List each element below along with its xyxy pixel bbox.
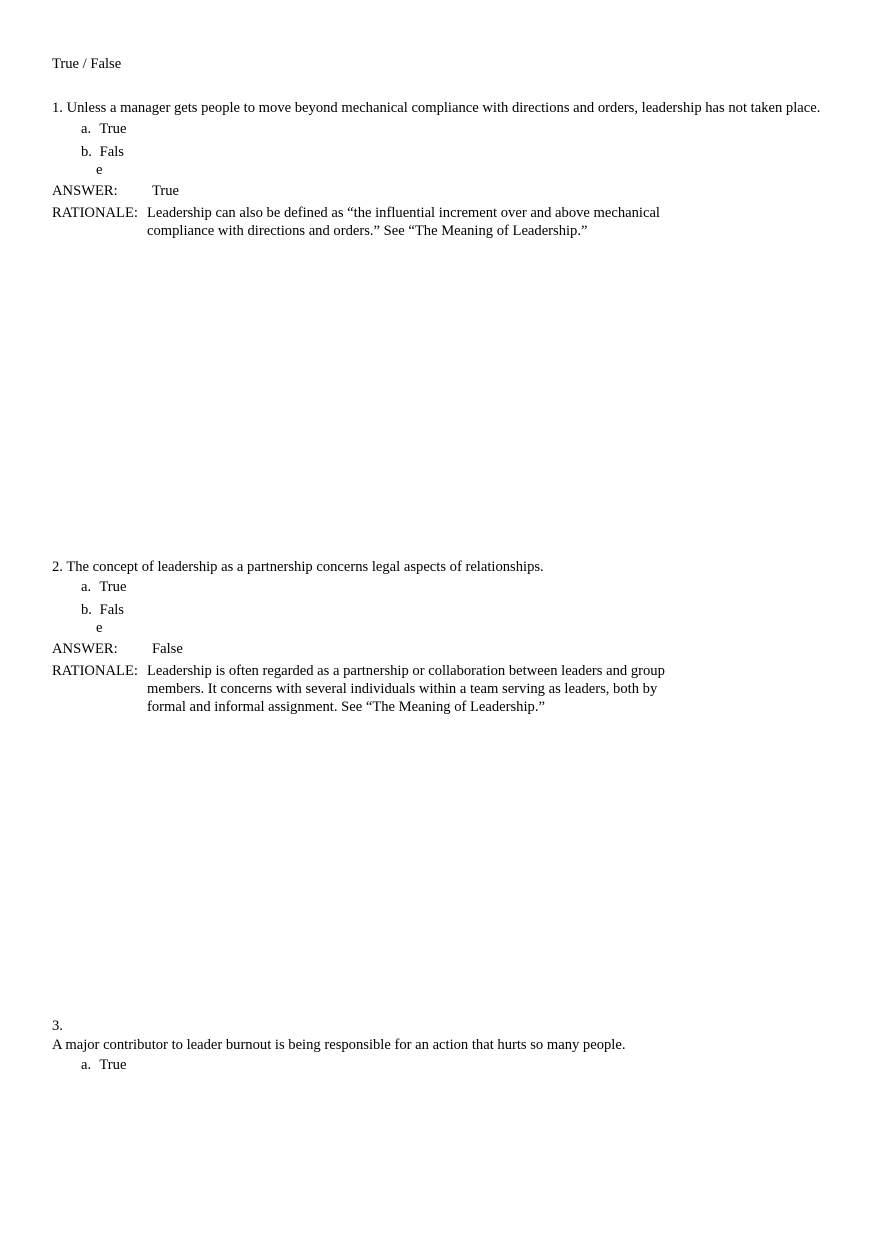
- option-b: [81, 601, 822, 619]
- option-a: [81, 578, 822, 596]
- answer-row: [52, 182, 822, 200]
- answer-label: ANSWER:: [52, 183, 118, 199]
- question-3: [52, 1017, 822, 1074]
- option-text: True: [99, 1057, 127, 1073]
- rationale-text: Leadership is often regarded as a partnership or collaboration between leaders and group members. It concerns with several individuals within a team serving as leaders, both by formal and informal assignment. See “The Meaning of Leadership.”: [147, 663, 665, 715]
- question-1: [52, 99, 822, 240]
- answer-value: True: [152, 183, 180, 199]
- option-b: [81, 143, 822, 161]
- rationale-label: RATIONALE:: [52, 205, 138, 221]
- question-number: 3.: [52, 1018, 63, 1034]
- option-b-wrap: [96, 161, 822, 179]
- option-letter: b.: [81, 144, 92, 160]
- option-letter: a.: [81, 1057, 92, 1073]
- question-2: [52, 558, 822, 716]
- question-prompt: A major contributor to leader burnout is being responsible for an action that hurts so many people.: [52, 1037, 626, 1053]
- section-title: True / False: [52, 56, 122, 72]
- option-letter: a.: [81, 579, 92, 595]
- option-text: Fals: [99, 602, 124, 618]
- answer-label: ANSWER:: [52, 641, 118, 657]
- answer-row: [52, 640, 822, 658]
- option-text: True: [99, 121, 127, 137]
- rationale-text: Leadership can also be defined as “the influential increment over and above mechanical compliance with directions and orders.” See “The Meaning of Leadership.”: [147, 205, 660, 239]
- option-letter: b.: [81, 602, 92, 618]
- option-text: True: [99, 579, 127, 595]
- option-text: Fals: [99, 144, 124, 160]
- option-a: [81, 120, 822, 138]
- option-letter: a.: [81, 121, 92, 137]
- rationale-label: RATIONALE:: [52, 663, 138, 679]
- rationale-row: [52, 204, 822, 240]
- rationale-row: [52, 662, 822, 716]
- question-prompt: 1. Unless a manager gets people to move beyond mechanical compliance with directions and orders, leadership has not taken place.: [52, 100, 821, 116]
- option-text-wrap: e: [96, 620, 103, 636]
- option-text-wrap: e: [96, 162, 103, 178]
- option-b-wrap: [96, 619, 822, 637]
- option-a: [81, 1056, 822, 1074]
- question-prompt: 2. The concept of leadership as a partnership concerns legal aspects of relationships.: [52, 559, 544, 575]
- answer-value: False: [152, 641, 183, 657]
